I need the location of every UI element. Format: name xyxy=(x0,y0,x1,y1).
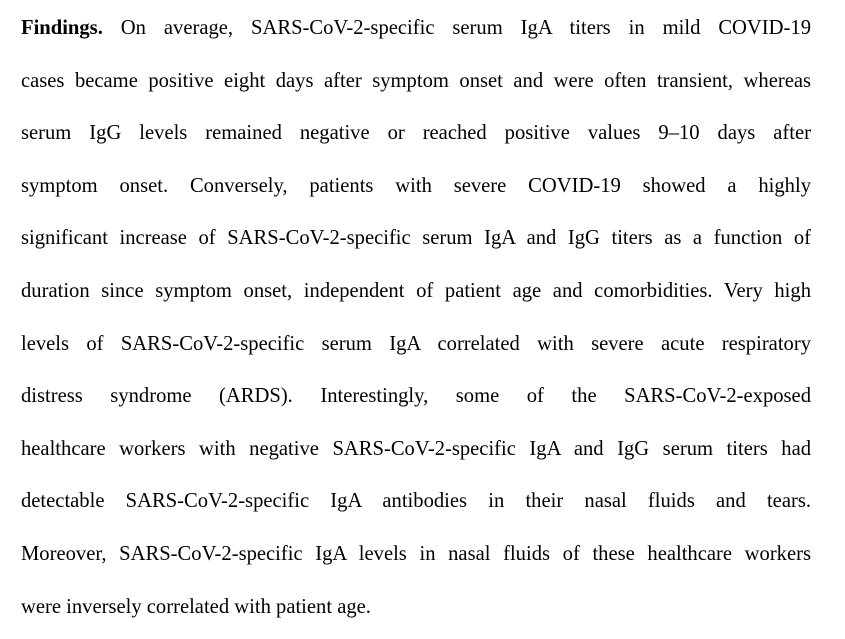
findings-heading: Findings. xyxy=(21,17,103,39)
text-line-9: healthcare workers with negative SARS-CoV-2-specific IgA and IgG serum titers had xyxy=(21,437,811,460)
text-line-8: distress syndrome (ARDS). Interestingly, some of the SARS-CoV-2-exposed xyxy=(21,385,811,408)
text-line-7: levels of SARS-CoV-2-specific serum IgA correlated with severe acute respiratory xyxy=(21,332,811,355)
text-line-2: cases became positive eight days after symptom onset and were often transient, whereas xyxy=(21,69,811,92)
text-line-5: significant increase of SARS-CoV-2-specific serum IgA and IgG titers as a function of xyxy=(21,227,811,250)
text-line-1 xyxy=(21,8,811,61)
text-line-4: symptom onset. Conversely, patients with severe COVID-19 showed a highly xyxy=(21,174,811,197)
findings-paragraph xyxy=(21,8,811,639)
text-line-12: were inversely correlated with patient age. xyxy=(21,595,371,618)
text-line-11: Moreover, SARS-CoV-2-specific IgA levels in nasal fluids of these healthcare workers xyxy=(21,542,811,565)
text-line-10: detectable SARS-CoV-2-specific IgA antibodies in their nasal fluids and tears. xyxy=(21,490,811,513)
text-line-3: serum IgG levels remained negative or reached positive values 9–10 days after xyxy=(21,122,811,145)
text-line-6: duration since symptom onset, independent of patient age and comorbidities. Very high xyxy=(21,279,811,302)
text-line-1-body: On average, SARS-CoV-2-specific serum IgA titers in mild COVID-19 xyxy=(120,17,811,39)
